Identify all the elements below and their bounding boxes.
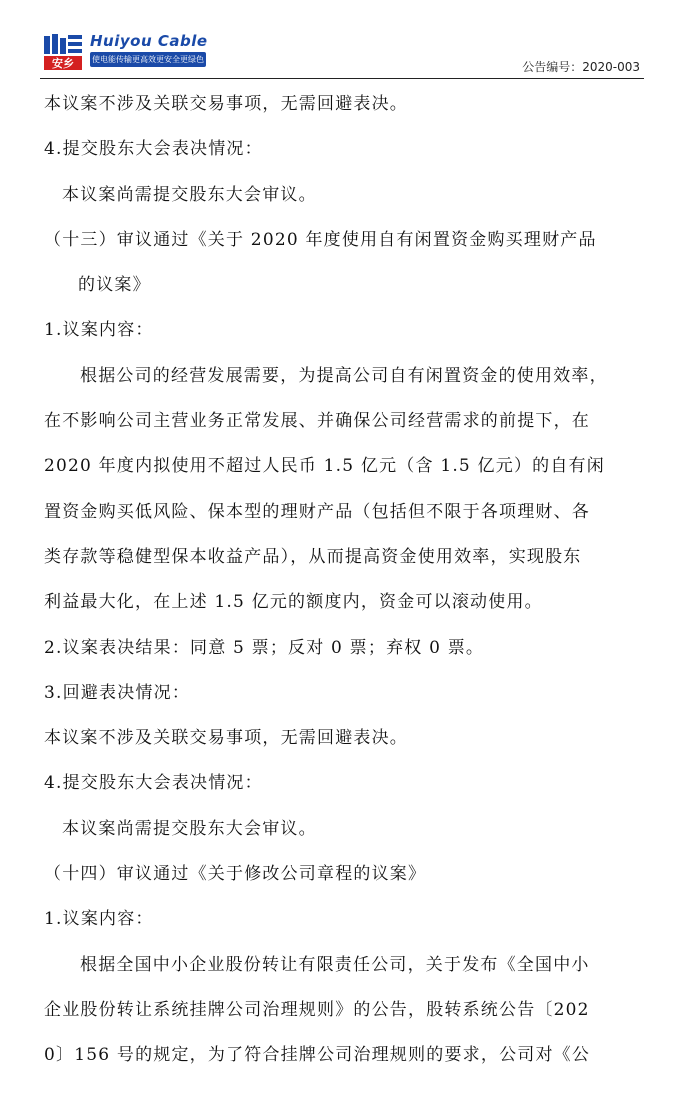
paragraph-line: 企业股份转让系统挂牌公司治理规则》的公告，股转系统公告〔202 <box>44 999 590 1020</box>
paragraph-line: 根据公司的经营发展需要，为提高公司自有闲置资金的使用效率， <box>80 365 608 386</box>
logo-cn-text: 安乡 <box>52 57 74 70</box>
paragraph-line: 本议案不涉及关联交易事项，无需回避表决。 <box>44 94 408 114</box>
document-body <box>44 82 648 1079</box>
logo-slogan: 使电能传输更高效更安全更绿色 <box>90 52 206 67</box>
paragraph-line: 1.议案内容： <box>44 320 154 341</box>
paragraph-line: 2.议案表决结果：同意 5 票；反对 0 票；弃权 0 票。 <box>44 637 485 658</box>
paragraph-line: 类存款等稳健型保本收益产品），从而提高资金使用效率，实现股东 <box>44 546 582 567</box>
paragraph-line: 2020 年度内拟使用不超过人民币 1.5 亿元（含 1.5 亿元）的自有闲 <box>44 456 605 477</box>
section-heading-continuation: 的议案》 <box>78 275 151 296</box>
logo-icon <box>42 32 86 72</box>
paragraph-line: 4.提交股东大会表决情况： <box>44 139 263 160</box>
section-heading: （十三）审议通过《关于 2020 年度使用自有闲置资金购买理财产品 <box>44 229 597 250</box>
header-divider <box>40 78 644 79</box>
paragraph-line: 4.提交股东大会表决情况： <box>44 773 263 794</box>
logo-brand-text: Huiyou Cable <box>90 32 208 50</box>
paragraph-line: 1.议案内容： <box>44 909 154 930</box>
paragraph-line: 3.回避表决情况： <box>44 682 191 703</box>
paragraph-line: 在不影响公司主营业务正常发展、并确保公司经营需求的前提下，在 <box>44 411 590 432</box>
document-number: 公告编号：2020-003 <box>522 60 640 74</box>
paragraph-line: 利益最大化，在上述 1.5 亿元的额度内，资金可以滚动使用。 <box>44 592 543 613</box>
paragraph-line: 根据全国中小企业股份转让有限责任公司，关于发布《全国中小 <box>80 954 590 975</box>
paragraph-line: 置资金购买低风险、保本型的理财产品（包括但不限于各项理财、各 <box>44 501 590 522</box>
paragraph-line: 本议案不涉及关联交易事项，无需回避表决。 <box>44 728 408 749</box>
page-header <box>0 0 680 80</box>
company-logo <box>42 32 212 74</box>
paragraph-line: 本议案尚需提交股东大会审议。 <box>62 184 317 205</box>
paragraph-line: 本议案尚需提交股东大会审议。 <box>62 818 317 839</box>
section-heading: （十四）审议通过《关于修改公司章程的议案》 <box>44 864 427 885</box>
paragraph-line: 0〕156 号的规定，为了符合挂牌公司治理规则的要求，公司对《公 <box>44 1045 591 1066</box>
